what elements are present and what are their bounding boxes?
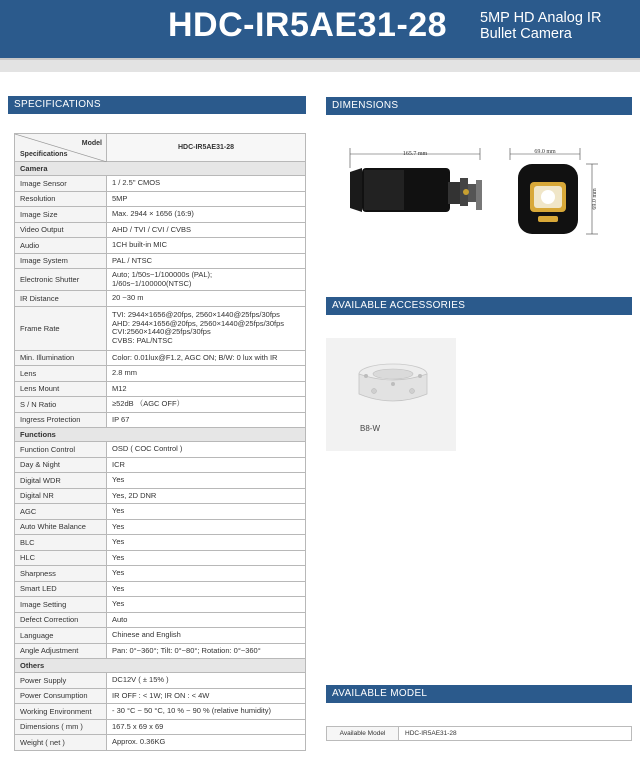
spec-key: HLC [15, 550, 107, 566]
accessory-label: B8-W [360, 424, 380, 433]
spec-value: Yes [107, 504, 306, 520]
spec-value: - 30 °C ~ 50 °C, 10 % ~ 90 % (relative humidity) [107, 704, 306, 720]
spec-category-row [15, 659, 306, 673]
spec-key: Digital NR [15, 488, 107, 504]
spec-key: Weight ( net ) [15, 735, 107, 751]
dimensions-section-title: DIMENSIONS [326, 97, 632, 115]
spec-row [15, 381, 306, 397]
spec-row [15, 719, 306, 735]
spec-value: Yes [107, 597, 306, 613]
spec-key: Frame Rate [15, 306, 107, 350]
spec-row [15, 366, 306, 382]
spec-row [15, 612, 306, 628]
spec-row [15, 350, 306, 366]
spec-row [15, 176, 306, 192]
spec-value: ≥52dB （AGC OFF） [107, 397, 306, 413]
spec-value: Yes, 2D DNR [107, 488, 306, 504]
camera-side-view-icon [350, 168, 482, 212]
spec-value: Auto; 1/50s~1/100000s (PAL); 1/60s~1/100000(NTSC) [107, 269, 306, 291]
spec-row [15, 581, 306, 597]
spec-value: 5MP [107, 191, 306, 207]
spec-row [15, 238, 306, 254]
spec-value: M12 [107, 381, 306, 397]
spec-row [15, 704, 306, 720]
spec-value: Pan: 0°~360°; Tilt: 0°~80°; Rotation: 0°~360° [107, 643, 306, 659]
spec-key: Image Size [15, 207, 107, 223]
spec-row [15, 291, 306, 307]
spec-value: Chinese and English [107, 628, 306, 644]
spec-key: Day & Night [15, 457, 107, 473]
spec-key: IR Distance [15, 291, 107, 307]
spec-value: 20 ~30 m [107, 291, 306, 307]
spec-key: Digital WDR [15, 473, 107, 489]
spec-value: Color: 0.01lux@F1.2, AGC ON; B/W: 0 lux with IR [107, 350, 306, 366]
subtitle-line-1: 5MP HD Analog IR [480, 10, 602, 26]
spec-value: AHD / TVI / CVI / CVBS [107, 222, 306, 238]
spec-row [15, 673, 306, 689]
product-subtitle [480, 10, 601, 42]
accessory-card [326, 338, 456, 451]
specifications-section-title: SPECIFICATIONS [8, 96, 306, 114]
spec-row [15, 643, 306, 659]
spec-key: Language [15, 628, 107, 644]
spec-header-row [15, 134, 306, 162]
header-banner [0, 0, 640, 58]
spec-row [15, 597, 306, 613]
spec-row [15, 488, 306, 504]
spec-key: Function Control [15, 442, 107, 458]
spec-value: Yes [107, 473, 306, 489]
spec-key: Sharpness [15, 566, 107, 582]
spec-value: Yes [107, 519, 306, 535]
spec-value: OSD ( COC Control ) [107, 442, 306, 458]
spec-key: Image System [15, 253, 107, 269]
spec-header-corner [15, 134, 107, 162]
spec-row [15, 566, 306, 582]
spec-value: Yes [107, 581, 306, 597]
spec-category-title: Others [15, 659, 306, 673]
spec-value: 1CH built-in MIC [107, 238, 306, 254]
length-dimension-label: 165.7 mm [402, 151, 428, 157]
height-dimension-label: 69.0 mm [592, 188, 598, 210]
available-model-section-title: AVAILABLE MODEL [326, 685, 632, 703]
spec-key: Image Setting [15, 597, 107, 613]
spec-key: Min. Illumination [15, 350, 107, 366]
spec-key: AGC [15, 504, 107, 520]
spec-value: Yes [107, 535, 306, 551]
spec-key: Smart LED [15, 581, 107, 597]
spec-value: 167.5 x 69 x 69 [107, 719, 306, 735]
spec-value: IR OFF : < 1W; IR ON : < 4W [107, 688, 306, 704]
spec-row [15, 207, 306, 223]
spec-key: BLC [15, 535, 107, 551]
spec-row [15, 222, 306, 238]
spec-key: S / N Ratio [15, 397, 107, 413]
spec-value: Approx. 0.36KG [107, 735, 306, 751]
spec-row [15, 550, 306, 566]
spec-value: ICR [107, 457, 306, 473]
width-dimension-label: 69.0 mm [534, 149, 556, 155]
spec-row [15, 442, 306, 458]
available-model-table [326, 726, 632, 741]
spec-row [15, 688, 306, 704]
spec-value: 2.8 mm [107, 366, 306, 382]
spec-row [15, 253, 306, 269]
model-header-value: HDC-IR5AE31-28 [107, 134, 306, 162]
model-header-label: Model [81, 140, 102, 147]
model-title: HDC-IR5AE31-28 [168, 6, 448, 44]
available-model-row [327, 727, 632, 741]
spec-value: Auto [107, 612, 306, 628]
spec-row [15, 397, 306, 413]
spec-key: Resolution [15, 191, 107, 207]
spec-key: Power Consumption [15, 688, 107, 704]
spec-key: Audio [15, 238, 107, 254]
available-model-key: Available Model [327, 727, 399, 741]
spec-key: Ingress Protection [15, 412, 107, 428]
spec-key: Power Supply [15, 673, 107, 689]
spec-value: IP 67 [107, 412, 306, 428]
spec-key: Electronic Shutter [15, 269, 107, 291]
spec-value: Yes [107, 550, 306, 566]
spec-row [15, 412, 306, 428]
spec-value: DC12V ( ± 15% ) [107, 673, 306, 689]
spec-value: PAL / NTSC [107, 253, 306, 269]
specifications-table [14, 133, 306, 751]
subtitle-line-2: Bullet Camera [480, 26, 572, 42]
junction-box-icon [326, 338, 456, 418]
spec-value: Yes [107, 566, 306, 582]
spec-key: Image Sensor [15, 176, 107, 192]
spec-row [15, 519, 306, 535]
spec-row [15, 473, 306, 489]
spec-key: Working Environment [15, 704, 107, 720]
spec-value: 1 / 2.5" CMOS [107, 176, 306, 192]
spec-key: Lens [15, 366, 107, 382]
spec-key: Angle Adjustment [15, 643, 107, 659]
spec-row [15, 628, 306, 644]
spec-key: Lens Mount [15, 381, 107, 397]
spec-value: TVI: 2944×1656@20fps, 2560×1440@25fps/30fps AHD: 2944×1656@20fps, 2560×1440@25fps/30fps CVI:2560×1440@25fps/30fps CVBS: PAL/NTSC [107, 306, 306, 350]
spec-category-row [15, 162, 306, 176]
spec-row [15, 457, 306, 473]
spec-key: Auto White Balance [15, 519, 107, 535]
accessories-section-title: AVAILABLE ACCESSORIES [326, 297, 632, 315]
dimensions-drawing [330, 142, 630, 242]
spec-key: Defect Correction [15, 612, 107, 628]
header-divider [0, 58, 640, 72]
spec-row [15, 306, 306, 350]
spec-key: Dimensions ( mm ) [15, 719, 107, 735]
spec-category-title: Camera [15, 162, 306, 176]
spec-value: Max. 2944 × 1656 (16:9) [107, 207, 306, 223]
spec-category-title: Functions [15, 428, 306, 442]
spec-row [15, 535, 306, 551]
spec-row [15, 735, 306, 751]
spec-category-row [15, 428, 306, 442]
spec-row [15, 191, 306, 207]
available-model-value: HDC-IR5AE31-28 [399, 727, 632, 741]
camera-front-view-icon [518, 164, 578, 234]
spec-row [15, 269, 306, 291]
spec-key: Video Output [15, 222, 107, 238]
specifications-header-label: Specifications [20, 151, 68, 158]
spec-row [15, 504, 306, 520]
